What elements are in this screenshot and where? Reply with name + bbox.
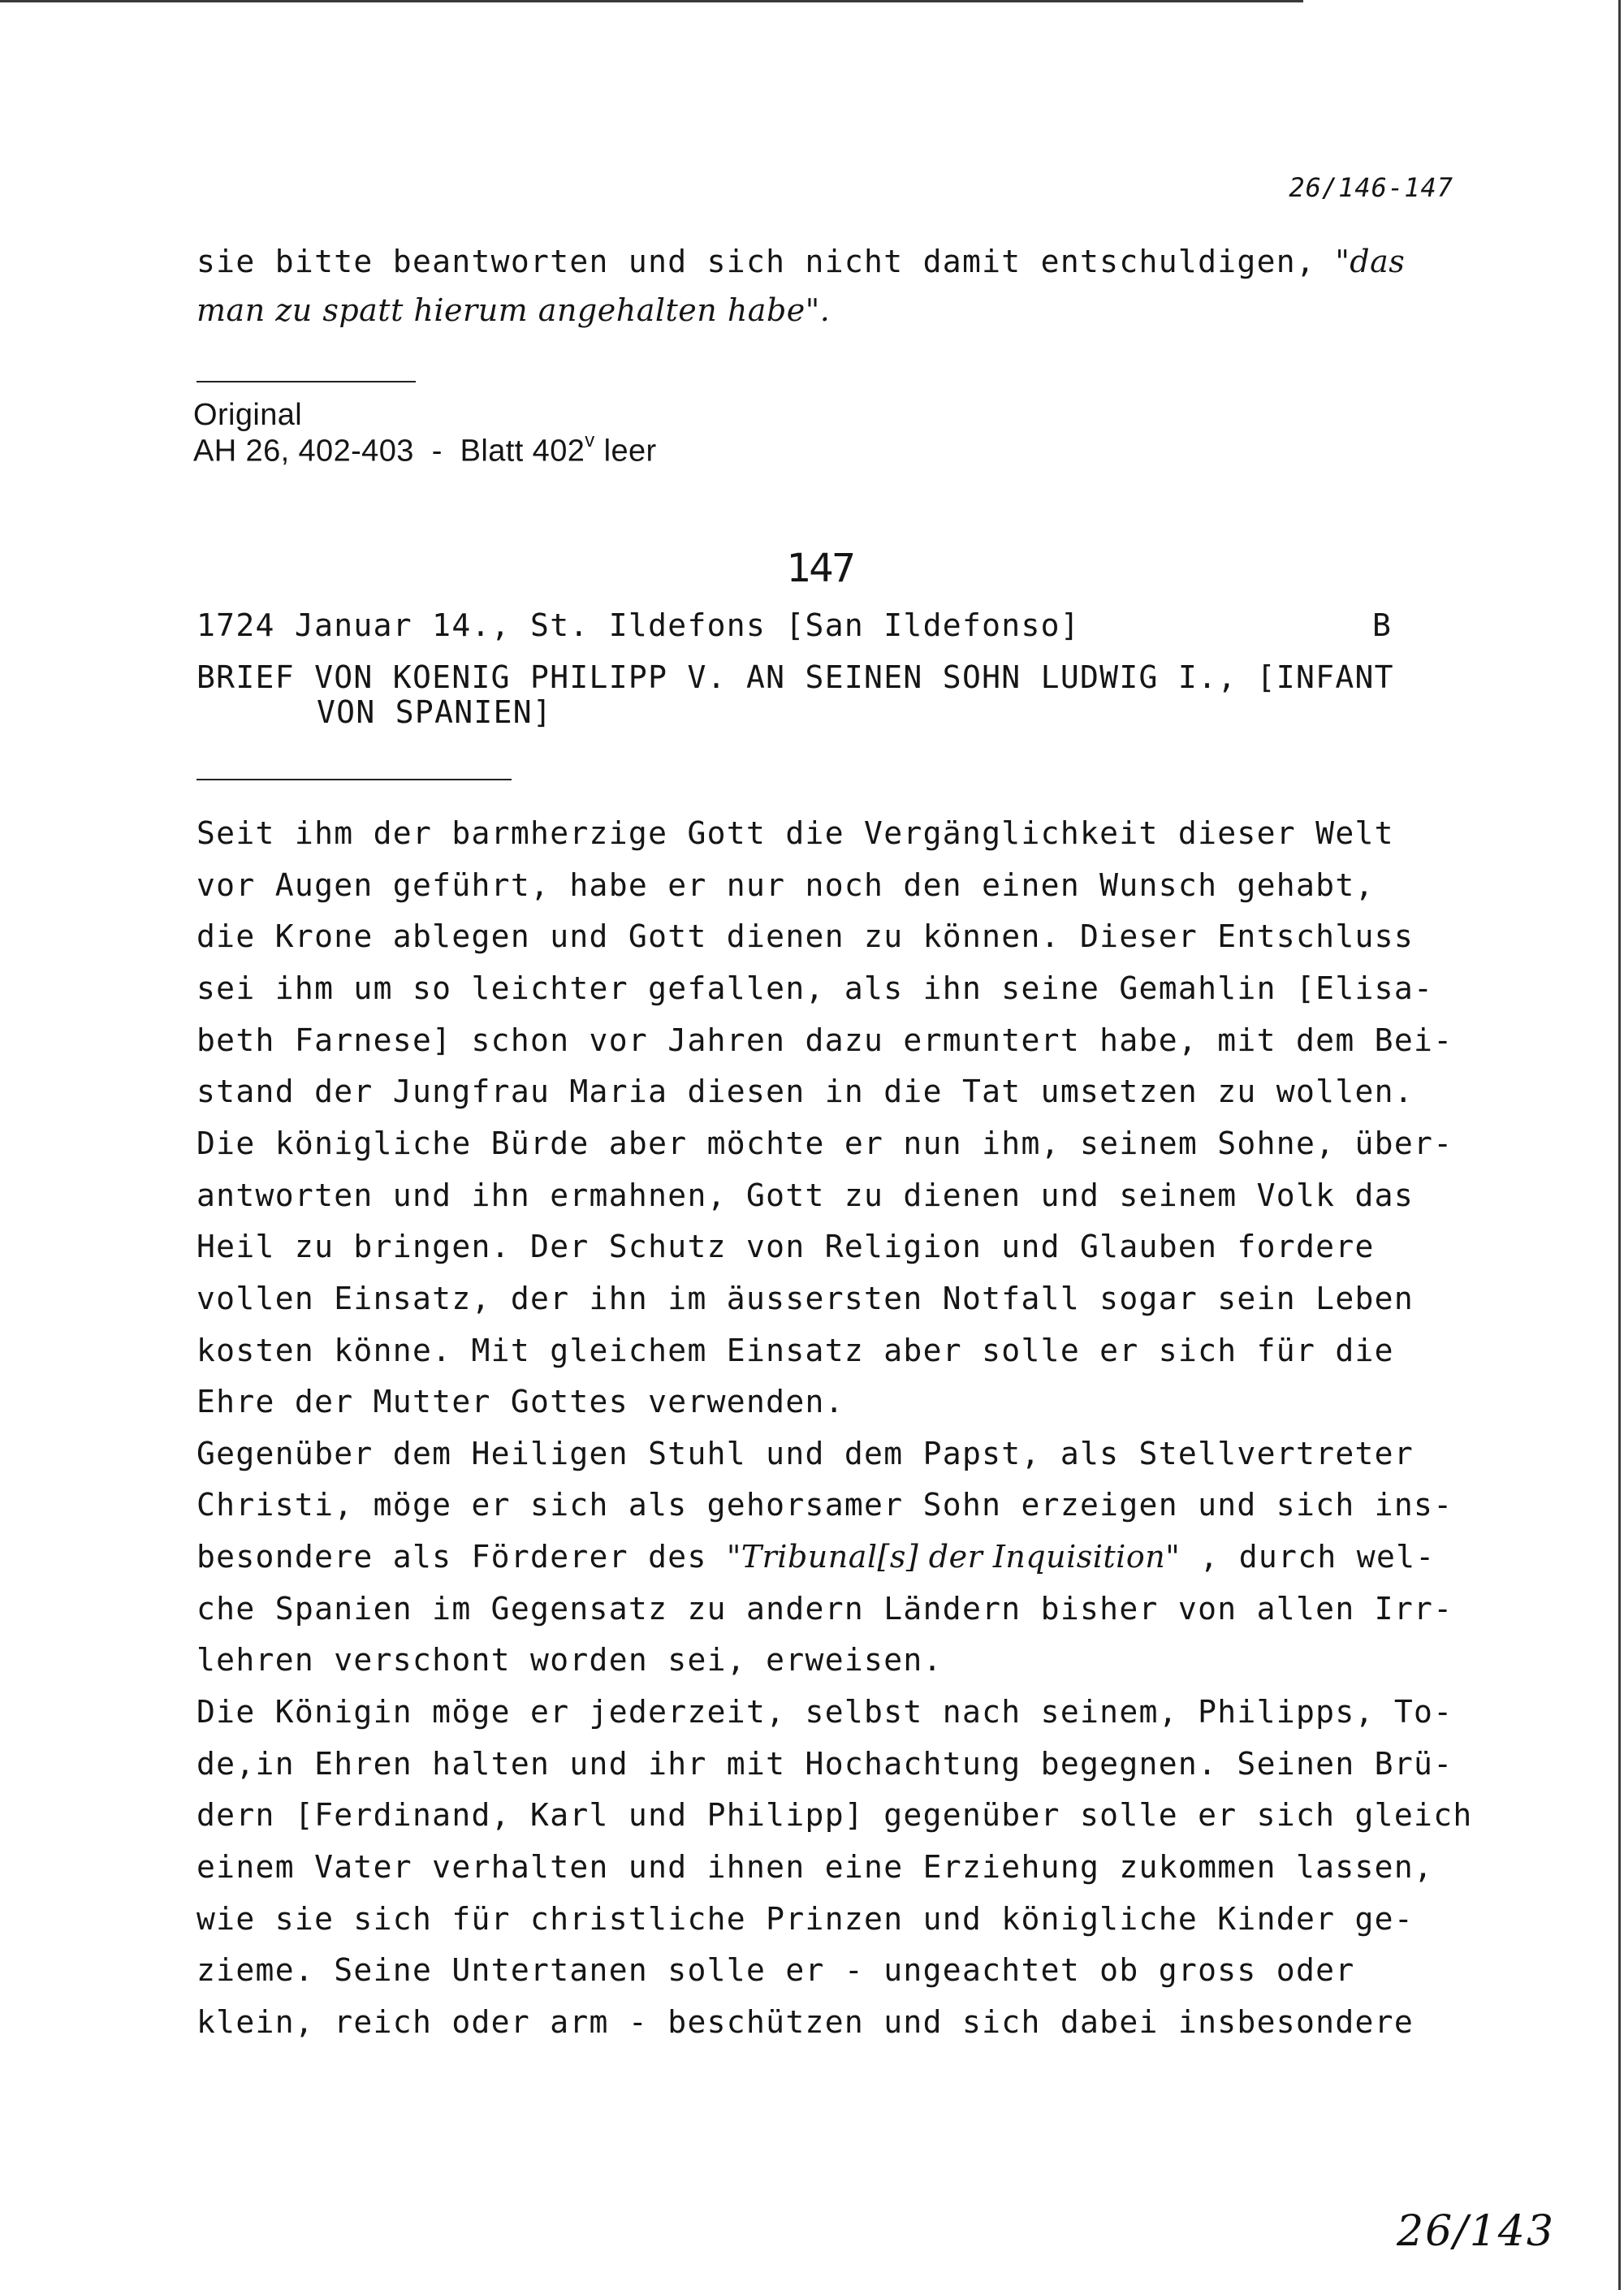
top-border-line (0, 0, 1303, 2)
inquisition-quote: "Tribunal[s] der Inquisition" (726, 1539, 1181, 1575)
header-rule (197, 779, 512, 780)
intro-line-1-text: sie bitte beantworten und sich nicht damit entschuldigen, (197, 244, 1336, 279)
body-line: beth Farnese] schon vor Jahren dazu ermuntert habe, mit dem Bei- (197, 1022, 1453, 1058)
body-line: dern [Ferdinand, Karl und Philipp] gegenüber solle er sich gleich (197, 1797, 1473, 1833)
intro-quote-start: "das (1335, 244, 1406, 279)
body-line: antworten und ihn ermahnen, Gott zu dienen und seinem Volk das (197, 1177, 1415, 1213)
body-line: stand der Jungfrau Maria diesen in die Tat umsetzen zu wollen. (197, 1074, 1415, 1109)
body-line: Die Königin möge er jederzeit, selbst nach seinem, Philipps, To- (197, 1694, 1453, 1730)
body-line: einem Vater verhalten und ihnen eine Erziehung zukommen lassen, (197, 1849, 1434, 1885)
body-line: Christi, möge er sich als gehorsamer Sohn erzeigen und sich ins- (197, 1487, 1453, 1523)
intro-line-2-quote: man zu spatt hierum angehalten habe". (197, 292, 831, 328)
body-line: Die königliche Bürde aber möchte er nun ihm, seinem Sohne, über- (197, 1126, 1453, 1161)
body-line: che Spanien im Gegensatz zu andern Ländern bisher von allen Irr- (197, 1591, 1453, 1627)
intro-line-1 (197, 244, 1405, 279)
document-title-line-1: BRIEF VON KOENIG PHILIPP V. AN SEINEN SOHN LUDWIG I., [INFANT (197, 659, 1394, 695)
body-line: sei ihm um so leichter gefallen, als ihn seine Gemahlin [Elisa- (197, 970, 1434, 1006)
body-line: Heil zu bringen. Der Schutz von Religion und Glauben fordere (197, 1229, 1375, 1264)
body-line: Seit ihm der barmherzige Gott die Vergänglichkeit dieser Welt (197, 815, 1394, 851)
body-line-15-post: , durch wel- (1180, 1539, 1436, 1575)
document-number: 147 (786, 546, 854, 591)
right-border-line (1618, 0, 1621, 2290)
body-line: vollen Einsatz, der ihn im äussersten Notfall sogar sein Leben (197, 1281, 1415, 1316)
date-place-line: 1724 Januar 14., St. Ildefons [San Ildefonso] (197, 607, 1081, 643)
original-ref-suffix: leer (594, 434, 657, 469)
handwritten-page-number: 26/143 (1397, 2207, 1555, 2256)
body-line: die Krone ablegen und Gott dienen zu können. Dieser Entschluss (197, 918, 1415, 954)
body-line: Ehre der Mutter Gottes verwenden. (197, 1384, 844, 1419)
original-label: Original (193, 398, 303, 432)
original-reference (193, 430, 657, 469)
original-ref-sup: v (585, 430, 595, 452)
body-line-15-pre: besondere als Förderer des (197, 1539, 727, 1575)
body-line: lehren verschont worden sei, erweisen. (197, 1642, 943, 1678)
body-line: zieme. Seine Untertanen solle er - ungeachtet ob gross oder (197, 1952, 1355, 1988)
body-line: de,in Ehren halten und ihr mit Hochachtung begegnen. Seinen Brü- (197, 1746, 1453, 1782)
body-line (197, 1539, 1436, 1575)
page-reference: 26/146-147 (1289, 172, 1453, 203)
original-ref-prefix: AH 26, 402-403 - Blatt 402 (193, 434, 585, 469)
footnote-rule (197, 381, 416, 382)
body-line: klein, reich oder arm - beschützen und sich dabei insbesondere (197, 2004, 1415, 2040)
document-title-line-2: VON SPANIEN] (317, 694, 553, 730)
document-type-marker: B (1372, 607, 1391, 643)
body-line: wie sie sich für christliche Prinzen und königliche Kinder ge- (197, 1901, 1415, 1937)
body-line: kosten könne. Mit gleichem Einsatz aber solle er sich für die (197, 1333, 1394, 1368)
body-line: Gegenüber dem Heiligen Stuhl und dem Papst, als Stellvertreter (197, 1436, 1415, 1471)
body-line: vor Augen geführt, habe er nur noch den einen Wunsch gehabt, (197, 867, 1375, 903)
